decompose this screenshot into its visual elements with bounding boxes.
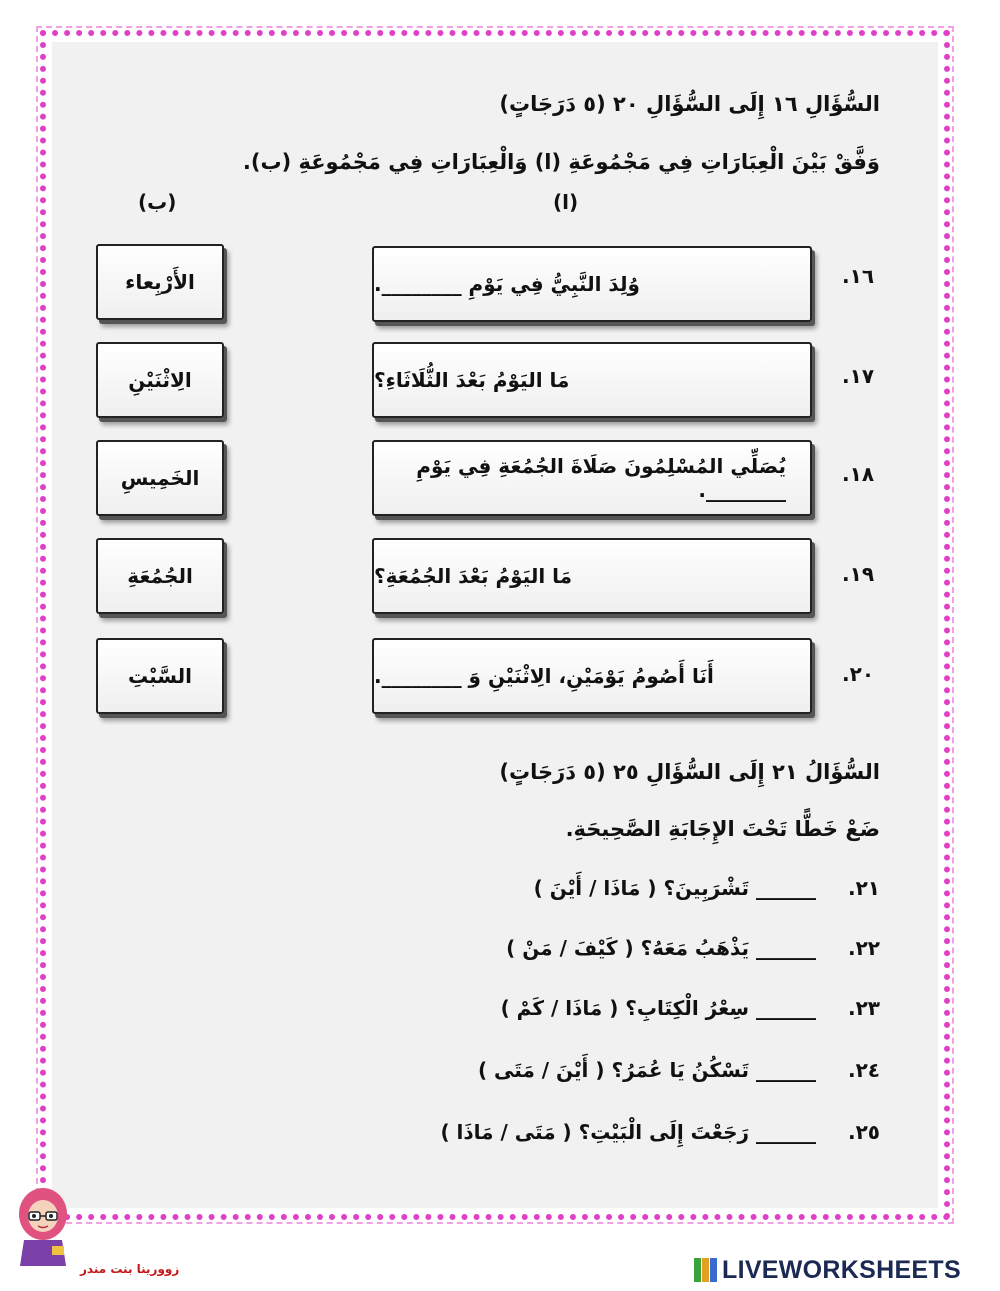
section1-title: السُّؤَالِ ١٦ إِلَى السُّؤَالِ ٢٠ (٥ دَرَجَاتٍ) — [499, 92, 880, 116]
question-23-text[interactable]: ______ سِعْرُ الْكِتَابِ؟ ( مَاذَا / كَمْ ) — [500, 996, 816, 1020]
question-18-number: ١٨. — [842, 462, 875, 486]
section2-title: السُّؤَالُ ٢١ إِلَى السُّؤَالِ ٢٥ (٥ دَرَجَاتٍ) — [499, 760, 880, 784]
question-16-box[interactable]: وُلِدَ النَّبِيُّ فِي يَوْمِ ________. — [372, 246, 812, 322]
section2-instruction: ضَعْ خَطًّا تَحْتَ الإِجَابَةِ الصَّحِيحَةِ. — [565, 817, 880, 841]
brand-name: LIVEWORKSHEETS — [722, 1255, 961, 1284]
question-17-number: ١٧. — [842, 364, 875, 388]
answer-option-friday[interactable]: الجُمُعَةِ — [96, 538, 224, 614]
question-23-number: ٢٣. — [847, 996, 880, 1020]
answer-option-saturday[interactable]: السَّبْتِ — [96, 638, 224, 714]
question-20-number: ٢٠. — [842, 662, 875, 686]
question-17-box[interactable]: مَا اليَوْمُ بَعْدَ الثُّلَاثَاءِ؟ — [372, 342, 812, 418]
group-a-label: (ا) — [553, 190, 579, 214]
question-19-number: ١٩. — [842, 562, 875, 586]
question-19-box[interactable]: مَا اليَوْمُ بَعْدَ الجُمُعَةِ؟ — [372, 538, 812, 614]
answer-option-thursday[interactable]: الخَمِيسِ — [96, 440, 224, 516]
page-border — [40, 30, 950, 1220]
question-25-text[interactable]: ______ رَجَعْتَ إِلَى الْبَيْتِ؟ ( مَتَى / مَاذَا ) — [440, 1120, 816, 1144]
author-name: زوورينا بنت مندر — [80, 1262, 180, 1276]
question-24-text[interactable]: ______ تَسْكُنُ يَا عُمَرُ؟ ( أَيْنَ / مَتَى ) — [477, 1058, 816, 1082]
answer-option-monday[interactable]: الِاثْنَيْنِ — [96, 342, 224, 418]
question-25-number: ٢٥. — [847, 1120, 880, 1144]
question-16-number: ١٦. — [842, 264, 875, 288]
group-b-label: (ب) — [138, 190, 177, 214]
liveworksheets-logo[interactable] — [694, 1255, 961, 1285]
question-18-box[interactable]: يُصَلِّي المُسْلِمُونَ صَلَاةَ الجُمُعَةِ فِي يَوْمِ ________. — [372, 440, 812, 516]
question-21-text[interactable]: ______ تَشْرَبِينَ؟ ( مَاذَا / أَيْنَ ) — [533, 876, 816, 900]
section1-instruction: وَفَّقْ بَيْنَ الْعِبَارَاتِ فِي مَجْمُوعَةِ (ا) وَالْعِبَارَاتِ فِي مَجْمُوعَةِ (ب). — [242, 150, 880, 174]
liveworksheets-logo-icon — [694, 1258, 718, 1282]
answer-option-wednesday[interactable]: الأَرْبِعاء — [96, 244, 224, 320]
question-24-number: ٢٤. — [847, 1058, 880, 1082]
question-20-box[interactable]: أَنَا أَصُومُ يَوْمَيْنِ، الِاثْنَيْنِ وَ ________. — [372, 638, 812, 714]
question-22-number: ٢٢. — [847, 936, 880, 960]
question-21-number: ٢١. — [847, 876, 880, 900]
author-avatar-icon — [14, 1184, 72, 1268]
question-22-text[interactable]: ______ يَذْهَبُ مَعَهُ؟ ( كَيْفَ / مَنْ ) — [506, 936, 816, 960]
